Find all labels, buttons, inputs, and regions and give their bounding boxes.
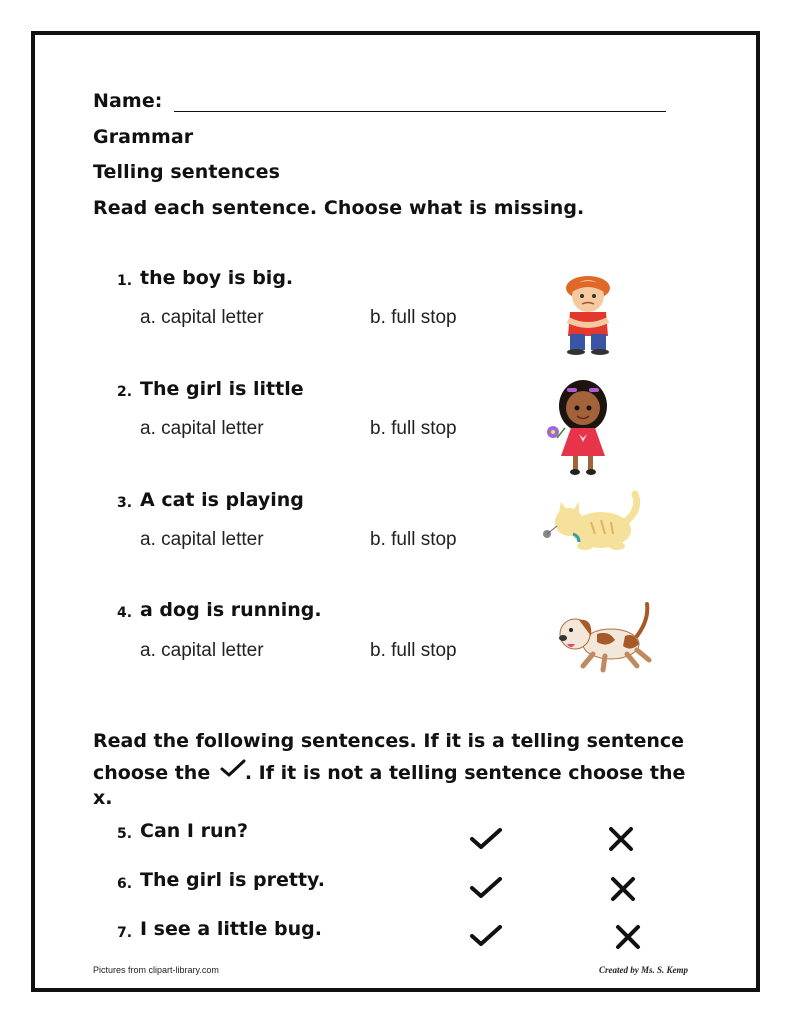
topic-heading: Telling sentences xyxy=(93,161,280,183)
instruction-2-line-3: x. xyxy=(93,787,113,809)
instruction-2-line-1: Read the following sentences. If it is a telling sentence xyxy=(93,730,685,752)
instruction-2-line-2 xyxy=(93,757,685,789)
option-a[interactable]: a. capital letter xyxy=(140,529,264,550)
instruction-1: Read each sentence. Choose what is missing. xyxy=(93,197,585,219)
cross-icon[interactable] xyxy=(614,923,642,951)
check-icon[interactable] xyxy=(469,924,503,948)
question-number: 3. xyxy=(117,495,133,511)
question-sentence: The girl is little xyxy=(140,378,304,400)
name-label: Name: xyxy=(93,90,163,112)
question-number: 5. xyxy=(117,826,133,842)
option-b[interactable]: b. full stop xyxy=(370,529,457,550)
cross-icon[interactable] xyxy=(609,875,637,903)
dog-illustration xyxy=(553,600,657,676)
inline-check-icon xyxy=(217,757,245,777)
check-icon[interactable] xyxy=(469,876,503,900)
cat-illustration xyxy=(535,490,647,558)
check-icon[interactable] xyxy=(469,827,503,851)
boy-illustration xyxy=(548,270,628,356)
picture-credit: Pictures from clipart-library.com xyxy=(93,965,219,975)
question-number: 6. xyxy=(117,876,133,892)
name-input-line[interactable] xyxy=(174,111,666,112)
question-sentence: A cat is playing xyxy=(140,489,304,511)
instruction-2-after: . If it is not a telling sentence choose the xyxy=(244,762,686,784)
question-sentence: a dog is running. xyxy=(140,599,322,621)
question-number: 1. xyxy=(117,273,133,289)
question-sentence: I see a little bug. xyxy=(140,918,322,940)
instruction-2-before: choose the xyxy=(93,762,211,784)
option-b[interactable]: b. full stop xyxy=(370,418,457,439)
option-a[interactable]: a. capital letter xyxy=(140,418,264,439)
subject-heading: Grammar xyxy=(93,126,194,148)
question-number: 4. xyxy=(117,605,133,621)
question-number: 2. xyxy=(117,384,133,400)
question-number: 7. xyxy=(117,925,133,941)
cross-icon[interactable] xyxy=(607,825,635,853)
option-b[interactable]: b. full stop xyxy=(370,640,457,661)
question-sentence: Can I run? xyxy=(140,820,249,842)
question-sentence: the boy is big. xyxy=(140,267,294,289)
option-b[interactable]: b. full stop xyxy=(370,307,457,328)
girl-illustration xyxy=(543,378,618,478)
question-sentence: The girl is pretty. xyxy=(140,869,325,891)
option-a[interactable]: a. capital letter xyxy=(140,307,264,328)
option-a[interactable]: a. capital letter xyxy=(140,640,264,661)
author-credit: Created by Ms. S. Kemp xyxy=(599,965,688,975)
